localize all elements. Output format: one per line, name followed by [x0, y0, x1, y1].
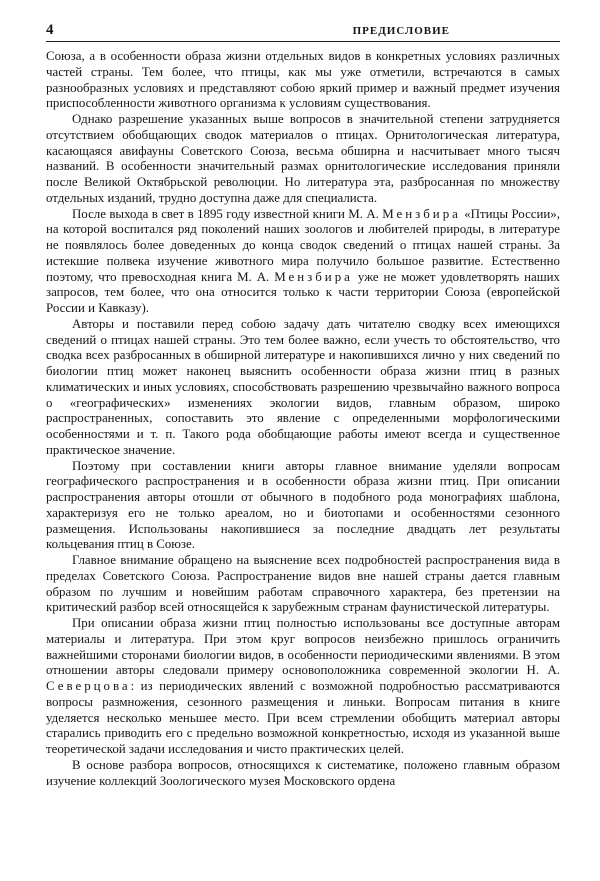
paragraph-7-text-a: При описании образа жизни птиц полностью использованы все доступные авторам материалы и литература. При этом круг вопросов неизбежно пришлось ограничить важнейшими сторонами биологии видов, в особенности периодическими явлениями. В этом отношении авторы следовали примеру основоположника современной экологии Н. А.: [46, 616, 560, 678]
paragraph-3: [46, 207, 560, 317]
paragraph-8: В основе разбора вопросов, относящихся к систематике, положено главным образом изучение коллекций Зоологического музея Московского ордена: [46, 757, 560, 788]
author-name-menzbir-2: Мензбира: [274, 269, 353, 284]
page-number: 4: [46, 22, 54, 38]
paragraph-7-text-b: : из периодических явлений с возможной подробностью рассматриваются вопросы размножения, сезонного размещения и линьки. Вопросам питания в книге уделяется несколько меньшее место. При всем стремлении обобщить материал авторы старались приводить его с предельно возможной конкретностью, исходя из указанной выше теоретической задачи исследования и чисто практических целей.: [46, 679, 560, 756]
section-title: ПРЕДИСЛОВИЕ: [352, 25, 450, 37]
paragraph-4: Авторы и поставили перед собою задачу дать читателю сводку всех имеющихся сведений о птицах нашей страны. Это тем более важно, если учесть то обстоятельство, что сводка всех разбросанных в обширной литературе и накопившихся лично у них сведений по биологии птиц может наконец выяснить особенности образа жизни птиц в разных климатических и иных условиях, способствовать разрешению чрезвычайно важного вопроса о «географических» изменениях экологии видов, главным образом, широко распространенных, сопоставить это явление с определенными морфологическими особенностями и т. п. Такого рода обобщающие работы имеют всегда и существенное практическое значение.: [46, 316, 560, 457]
running-head: [46, 22, 560, 42]
paragraph-7: [46, 616, 560, 758]
paragraph-3-text-b: «Птицы России», на которой воспитался ряд поколений наших зоологов и любителей природы, в литературе не появлялось более доведенных до конца сводок сведений о птицах нашей страны. За истекшие полвека изучение животного мира получило большое развитие. Естественно поэтому, что превосходная книга М. А.: [46, 206, 560, 284]
paragraph-6: Главное внимание обращено на выяснение всех подробностей распространения вида в пределах Советского Союза. Распространение видов вне нашей страны дается главным образом по лучшим и новейшим работам справочного характера, без претензии на критический разбор всей относящейся к зарубежным странам фаунистической литературы.: [46, 553, 560, 615]
author-name-severtsov: Северцова: [46, 679, 131, 693]
paragraph-5: Поэтому при составлении книги авторы главное внимание уделяли вопросам географического распространения и в особенности образа жизни птиц. При описании распространения авторы отошли от обычного в подобного рода монографиях шаблона, характеризуя его не только ареалом, но и биотопами и особенностями сезонного размещения. Использованы накопившиеся за последние двадцать лет результаты кольцевания птиц в Союзе.: [46, 458, 560, 552]
paragraph-3-text-c: уже не может удовлетворять наших запросов, тем более, что она относится только к части территории Союза (европейской России и Кавказу).: [46, 269, 560, 315]
body-text: [46, 49, 560, 789]
paragraph-1: Союза, а в особенности образа жизни отдельных видов в конкретных условиях различных частей страны. Тем более, что птицы, как мы уже отметили, встречаются в самых разнообразных условиях и представляют собою яркий пример и важный предмет изучения приспособленности животного организма к условиям существования.: [46, 49, 560, 111]
author-name-menzbir: Мензбира: [382, 206, 461, 221]
paragraph-3-text-a: После выхода в свет в 1895 году известной книги М. А.: [72, 206, 383, 221]
paragraph-2: Однако разрешение указанных выше вопросов в значительной степени затрудняется отсутствием обобщающих сводок материалов о птицах. Орнитологическая литература, касающаяся авифауны Советского Союза, весьма обширна и насчитывает много тысяч названий. В особенности значительный размах орнитологические исследования приняли после Великой Октябрьской революции. Но литература эта, разбросанная по множеству отдельных изданий, трудно доступна даже для специалиста.: [46, 112, 560, 205]
